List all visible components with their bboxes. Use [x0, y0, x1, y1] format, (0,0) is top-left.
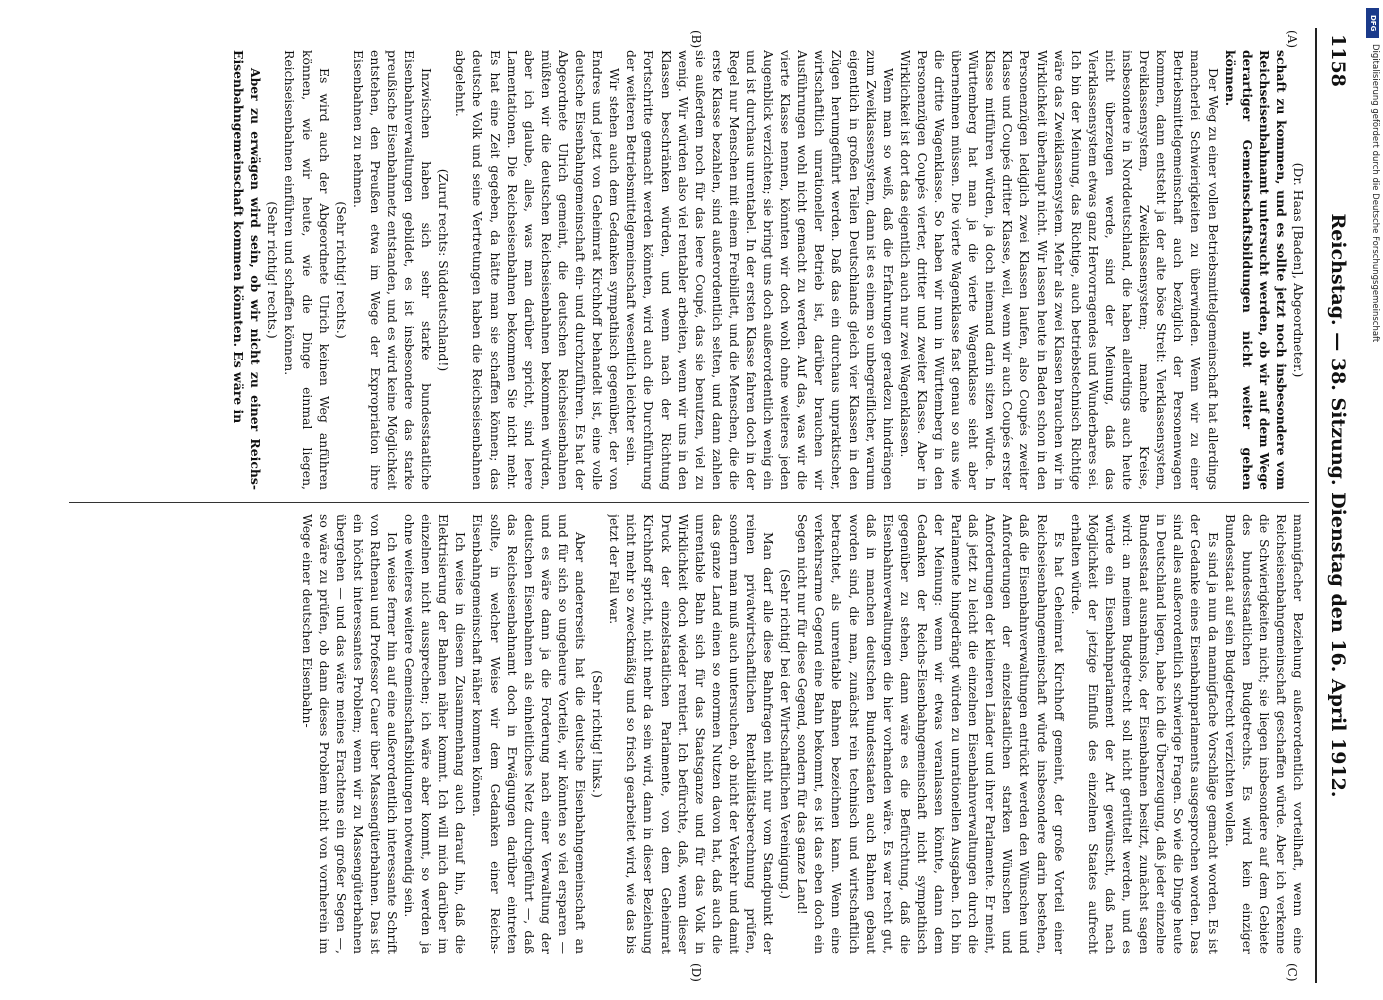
paragraph: mannigfacher Beziehung außerordentlich vorteilhaft, wenn eine Reichseisenbahngemeinschaft geschaffen würde. Aber ich verkenne die Schwierigkeiten nicht; sie liegen insbesondere auf dem Gebiete des bundesstaatlichen Budgetrechts. Es wird kein einziger Bundesstaat auf sein Budgetrecht verzichten wollen.	[1222, 514, 1306, 954]
margin-label-a: (A)	[1285, 30, 1299, 49]
paragraph: Man darf alle diese Bahnfragen nicht nur vom Standpunkt der reinen privatwirtschaftlichen Rentabilitätsberechnung prüfen, sondern man muß auch untersuchen, ob nicht der Verkehr und damit das ganze Land einen so enormen Nutzen davon hat, daß auch die unrentable Bahn sich für das Staatsganze und für das Volk in Wirklichkeit doch wieder rentiert. Ich befürchte, daß, wenn dieser Druck der einzelstaatlichen Parlamente, von dem Geheimrat Kirchhoff spricht, nicht mehr da sein wird, dann in dieser Beziehung nicht mehr so zweckmäßig und so frisch gearbeitet wird, wie das bis jetzt der Fall war.	[607, 514, 777, 954]
right-column	[72, 514, 1307, 954]
interjection: (Sehr richtig! rechts.)	[265, 201, 281, 339]
speaker-note: (Dr. Haas [Baden], Abgeordneter.)	[1291, 162, 1306, 378]
interjection: (Zuruf rechts: Süddeutschland!)	[436, 168, 452, 372]
paragraph: Aber zu erwägen wird sein, ob wir nicht zu einer Reichs-Eisenbahngemeinschaft kommen könnten. Es wäre in	[231, 50, 264, 490]
document-page	[55, 28, 1355, 983]
interjection: (Sehr richtig! links.)	[590, 670, 606, 798]
paragraph: schaft zu kommen, und es sollte jetzt noch insbesondere vom Reichseisenbahnamt untersucht werden, ob wir auf dem Wege derartiger Gemeinschaftsbildungen nicht weiter gehen können.	[1222, 50, 1289, 490]
column-divider	[69, 502, 1309, 503]
paragraph: Es sind ja nun da mannigfache Vorschläge gemacht worden. Es ist der Gedanke eines Eisenbahnparlaments ausgesprochen worden. Das sind alles außerordentlich schwierige Fragen. So wie die Dinge heute in Deutschland liegen, habe ich die Überzeugung, daß jeder einzelne Bundesstaat ausnahmslos, der Eisenbahnen besitzt, zunächst sagen wird: an meinem Budgetrecht soll nicht gerüttelt werden, und es würde ein Eisenbahnparlament der Art gewünscht, daß nach Möglichkeit der jetzige Einfluß des einzelnen Staates aufrecht erhalten würde.	[1068, 514, 1221, 954]
page-title: Reichstag. — 38. Sitzung. Dienstag den 16. April 1912.	[1327, 213, 1349, 798]
interjection: (Sehr richtig! bei der Wirtschaftlichen Vereinigung.)	[778, 569, 794, 899]
dfg-funding-notice: Digitalisierung gefördert durch die Deutsche Forschungsgemeinschaft	[1370, 44, 1380, 343]
margin-label-d: (D)	[689, 963, 703, 982]
paragraph: Ich weise ferner hin auf eine außerordentlich interessante Schrift von Rathenau und Professor Cauer über Massengüterbahnen. Das ist ein höchst interessantes Problem; wenn wir zu Massengüterbahnen übergehen — und das wäre meines Erachtens ein großer Segen —, so wäre zu prüfen, ob dann dieses Problem nicht von vornherein im Wege einer deutschen Eisenbahn-	[299, 514, 401, 954]
dfg-logo: DFG	[1366, 8, 1379, 38]
left-column	[72, 50, 1307, 490]
interjection: (Sehr richtig! rechts.)	[333, 201, 349, 339]
page-number: 1158	[1327, 34, 1349, 87]
paragraph: Der Weg zu einer vollen Betriebsmittelgemeinschaft hat allerdings mancherlei Schwierigkeiten zu überwinden. Wenn wir zu einer Betriebsmittelgemeinschaft auch bezüglich der Personenwagen kommen, dann entsteht ja der alte böse Streit: Vierklassensystem, Dreiklassensystem, Zweiklassensystem; manche Kreise, insbesondere in Norddeutschland, die haben allerdings auch heute nicht überzeugen werde, sind der Meinung, daß das Vierklassensystem etwas ganz Hervorragendes und Wunderbares sei. Ich bin der Meinung, das Richtige, auch betriebstechnisch Richtige wäre das Zweiklassensystem. Mehr als zwei Klassen brauchen wir in Wirklichkeit überhaupt nicht. Wir lassen heute in Baden schon in den Personenzügen lediglich zwei Klassen laufen, also Coupés zweiter Klasse und Coupés dritter Klasse, weil, wenn wir auch Coupés erster Klasse mitführen würden, ja doch niemand darin sitzen würde. In Württemberg hat man ja die vierte Wagenklasse sieht aber übernehmen müssen. Die vierte Wagenklasse fast genau so aus wie die dritte Wagenklasse. So haben wir nun in Württemberg in den Personenzügen Coupés vierter, dritter und zweiter Klasse. Aber in Wirklichkeit ist dort das eigentlich auch nur zwei Wagenklassen.	[897, 50, 1221, 490]
paragraph: Inzwischen haben sich sehr starke bundesstaatliche Eisenbahnverwaltungen gebildet, es ist insbesondere das starke preußische Eisenbahnnetz entstanden, und es wird keine Möglichkeit entstehen, den Preußen etwa im Wege der Expropriation ihre Eisenbahnen zu nehmen.	[350, 50, 435, 490]
page-header	[1315, 28, 1355, 983]
paragraph: Ich weise in diesem Zusammenhang auch darauf hin, daß die Elektrisierung der Bahnen näher kommt. Ich will mich darüber im einzelnen nicht aussprechen; ich wäre aber kommt, so werden ja ohne weiteres weitere Gemeinschaftsbildungen notwendig sein.	[402, 514, 469, 954]
margin-label-b: (B)	[689, 30, 703, 49]
paragraph: Wenn man so weiß, daß die Erfahrungen geradezu hindrängen zum Zweiklassensystem, dann ist es einem so unbegreiflicher, warum eigentlich in großen Teilen Deutschlands gleich vier Klassen in den Zügen herumgeführt werden. Daß das ein durchaus unpraktischer, wirtschaftlich unrationeller Betrieb ist, darüber brauchen wir Ausführungen wohl nicht gemacht zu werden. Auf das, was wir die vierte Klasse nennen, könnten wir doch wohl ohne weiteres jeden Augenblick verzichten; sie bringt uns doch außerordentlich wenig ein und ist durchaus unrentabel. In der ersten Klasse fahren doch in der Regel nur Menschen mit einem Freibillett, und die Menschen, die die erste Klasse bezahlen, sind außerordentlich selten, und dann zahlen sie außerdem noch für das leere Coupé, das sie benutzen, viel zu wenig. Wir würden also viel rentabler arbeiten, wenn wir uns in den Klassen beschränken würden, und wenn nach der Richtung Fortschritte gemacht werden könnten, wird auch die Durchführung der weiteren Betriebsmittelgemeinschaft wesentlich leichter sein.	[624, 50, 896, 490]
paragraph: Es hat Geheimrat Kirchhoff gemeint, der große Vorteil einer Reichseisenbahngemeinschaft würde insbesondere darin bestehen, daß die Eisenbahnverwaltungen entrückt werden den Wünschen und Anforderungen der einzelstaatlichen starken Wünschen und Anforderungen der kleineren Länder und ihrer Parlamente. Er meint, daß jetzt zu leicht die einzelnen Eisenbahnverwaltungen durch die Parlamente hingedrängt würden zu unrationellen Ausgaben. Ich bin der Meinung: wenn wir etwas veranlassen könnte, dann dem Gedanken der Reichs-Eisenbahngemeinschaft nicht sympathisch gegenüber zu stehen, dann wäre es die Befürchtung, daß die Eisenbahnverwaltungen die hier vorhanden wäre. Es war recht gut, daß in manchen deutschen Bundesstaaten auch Bahnen gebaut worden sind, die man, zunächst rein technisch und wirtschaftlich betrachtet, als unrentable Bahnen bezeichnen kann. Wenn eine verkehrsarme Gegend eine Bahn bekommt, es ist das eben doch ein Segen nicht nur für diese Gegend, sondern für das ganze Land!	[795, 514, 1067, 954]
paragraph: Es wird auch der Abgeordnete Ulrich keinen Weg anführen können, wie wir heute, wie die Dinge einmal liegen, Reichseisenbahnen einführen und schaffen können.	[282, 50, 332, 490]
paragraph: Wir stehen auch dem Gedanken sympathisch gegenüber, der von Endres und jetzt von Geheimrat Kirchhoff behandelt ist, eine volle deutsche Eisenbahngemeinschaft ein- und durchzuführen. Es hat der Abgeordnete Ulrich gemeint, die deutschen Reichseisenbahnen müßten wir die deutschen Reichseisenbahnen bekommen würden, aber ich glaube, alles, was man darüber spricht, sind leere Lamentationen. Die Reichseisenbahnen bekommen Sie nicht mehr. Es hat eine Zeit gegeben, da hätte man sie schaffen können; das deutsche Volk und seine Vertretungen haben die Reichseisenbahnen abgelehnt.	[453, 50, 623, 490]
margin-label-c: (C)	[1285, 963, 1299, 982]
paragraph: Aber andererseits hat die deutsche Eisenbahngemeinschaft an und für sich so ungeheure Vorteile, wir könnten so viel ersparen — und es wäre dann ja die Forderung nach einer Verwaltung der deutschen Eisenbahnen als einheitliches Netz durchgeführt —, daß das Reichseisenbahnamt doch in Erwägungen darüber eintreten sollte, in welcher Weise wir dem Gedanken einer Reichs-Eisenbahngemeinschaft näher kommen können.	[470, 514, 589, 954]
